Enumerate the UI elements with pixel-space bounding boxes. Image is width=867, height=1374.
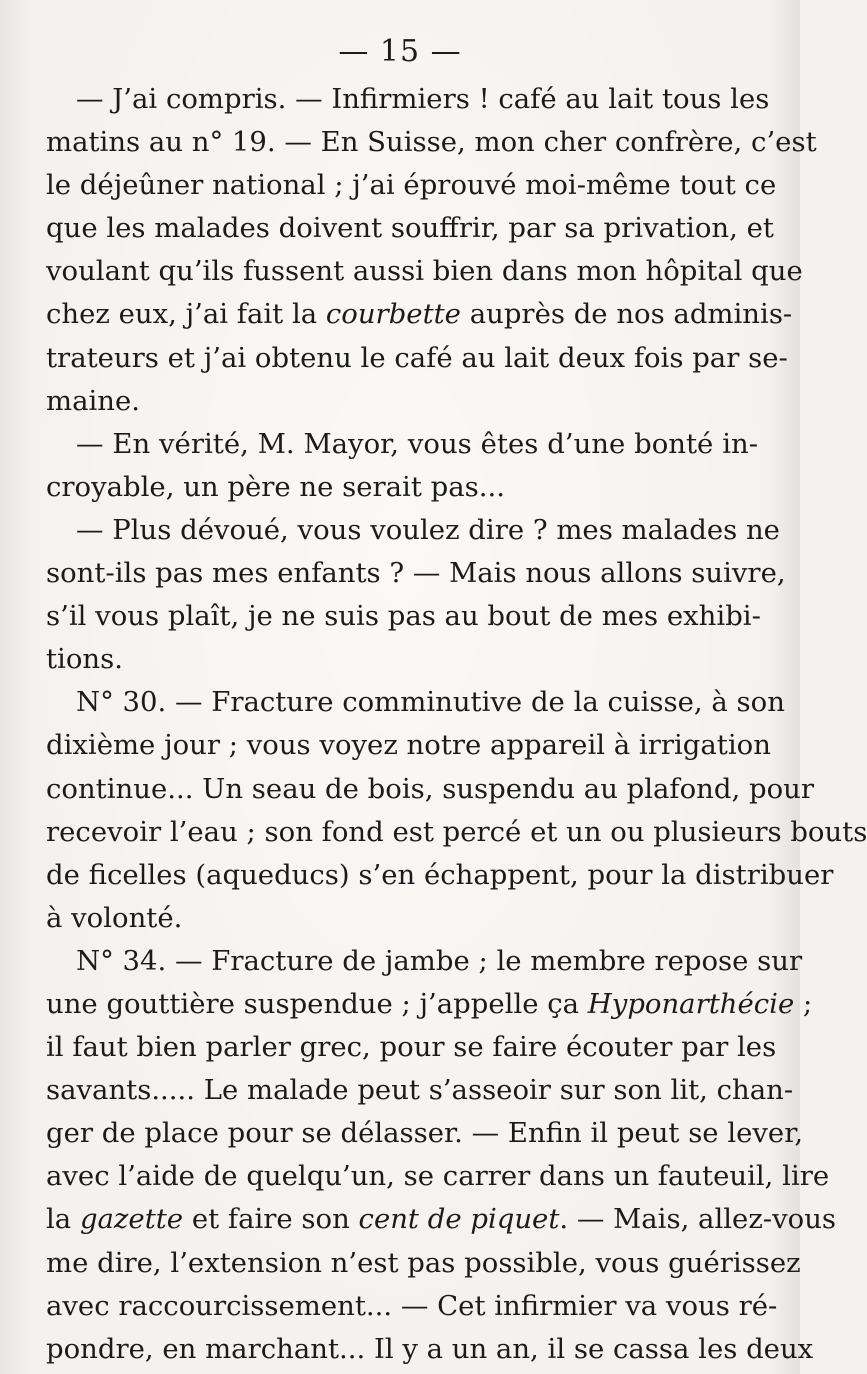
text-run: . — Mais, allez-vous <box>559 1203 837 1236</box>
text-run: il faut bien parler grec, pour se faire écouter par les <box>46 1031 777 1064</box>
text-run: maine. <box>46 384 140 417</box>
italic-text: courbette <box>325 298 461 331</box>
text-line <box>46 1112 804 1155</box>
text-line <box>46 337 788 380</box>
text-line <box>46 466 758 509</box>
text-run: sont-ils pas mes enfants ? — Mais nous allons suivre, <box>46 557 786 590</box>
text-run: N° 30. — Fracture comminutive de la cuisse, à son <box>76 686 785 719</box>
text-line <box>46 681 785 724</box>
text-line <box>46 1026 777 1069</box>
text-line <box>46 380 758 423</box>
italic-text: cent de piquet <box>358 1203 560 1236</box>
italic-text: gazette <box>79 1203 184 1236</box>
text-run: croyable, un père ne serait pas... <box>46 470 505 503</box>
text-run: et faire son <box>183 1203 359 1236</box>
text-run: que les malades doivent souffrir, par sa privation, et <box>46 212 774 245</box>
italic-text: Hyponarthécie <box>587 987 795 1020</box>
text-line <box>46 1155 830 1198</box>
text-run: ; <box>794 987 813 1020</box>
text-line <box>46 1328 814 1371</box>
text-line <box>46 423 758 466</box>
text-run: le déjeûner national ; j’ai éprouvé moi-même tout ce <box>46 169 777 202</box>
text-line <box>46 854 834 897</box>
text-run: trateurs et j’ai obtenu le café au lait deux fois par se- <box>46 341 788 374</box>
text-line <box>46 1069 794 1112</box>
text-line <box>46 897 758 940</box>
text-line <box>46 250 803 293</box>
text-run: avec l’aide de quelqu’un, se carrer dans un fauteuil, lire <box>46 1160 830 1193</box>
text-run: la <box>46 1203 80 1236</box>
text-run: me dire, l’extension n’est pas possible, vous guérissez <box>46 1246 801 1279</box>
text-line <box>46 509 780 552</box>
text-run: — En vérité, M. Mayor, vous êtes d’une bonté in- <box>76 427 758 460</box>
text-line <box>46 638 758 681</box>
text-run: une gouttière suspendue ; j’appelle ça <box>46 987 588 1020</box>
text-run: avec raccourcissement... — Cet infirmier va vous ré- <box>46 1289 778 1322</box>
text-line <box>46 1242 801 1285</box>
text-run: auprès de nos adminis- <box>460 298 793 331</box>
text-run: à volonté. <box>46 901 183 934</box>
text-run: recevoir l’eau ; son fond est percé et un ou plusieurs bouts <box>46 815 867 848</box>
text-run: s’il vous plaît, je ne suis pas au bout de mes exhibi- <box>46 600 761 633</box>
text-line <box>46 940 803 983</box>
page-number: — 15 — <box>338 34 462 69</box>
text-line <box>46 552 786 595</box>
text-run: tions. <box>46 643 123 676</box>
text-run: N° 34. — Fracture de jambe ; le membre repose sur <box>76 944 803 977</box>
text-run: dixième jour ; vous voyez notre appareil à irrigation <box>46 729 771 762</box>
text-run: ger de place pour se délasser. — Enfin il peut se lever, <box>46 1117 804 1150</box>
text-run: voulant qu’ils fussent aussi bien dans mon hôpital que <box>46 255 803 288</box>
text-run: matins au n° 19. — En Suisse, mon cher confrère, c’est <box>46 126 817 159</box>
text-run: — J’ai compris. — Infirmiers ! café au lait tous les <box>76 83 770 115</box>
text-line <box>46 768 814 811</box>
text-line <box>46 293 793 336</box>
text-line <box>46 811 867 854</box>
text-run: continue... Un seau de bois, suspendu au plafond, pour <box>46 772 814 805</box>
text-line <box>46 1285 778 1328</box>
text-run: chez eux, j’ai fait la <box>46 298 326 331</box>
text-line <box>46 121 817 164</box>
text-line <box>46 207 774 250</box>
text-line <box>46 983 813 1026</box>
text-line <box>46 78 770 121</box>
text-run: de ficelles (aqueducs) s’en échappent, pour la distribuer <box>46 858 834 891</box>
text-line <box>46 164 777 207</box>
text-run: pondre, en marchant... Il y a un an, il se cassa les deux <box>46 1332 814 1365</box>
text-line <box>46 724 771 767</box>
text-run: savants..... Le malade peut s’asseoir sur son lit, chan- <box>46 1074 794 1107</box>
text-line <box>46 1198 837 1241</box>
text-run: — Plus dévoué, vous voulez dire ? mes malades ne <box>76 513 780 546</box>
body-text <box>46 78 867 1371</box>
text-line <box>46 595 761 638</box>
